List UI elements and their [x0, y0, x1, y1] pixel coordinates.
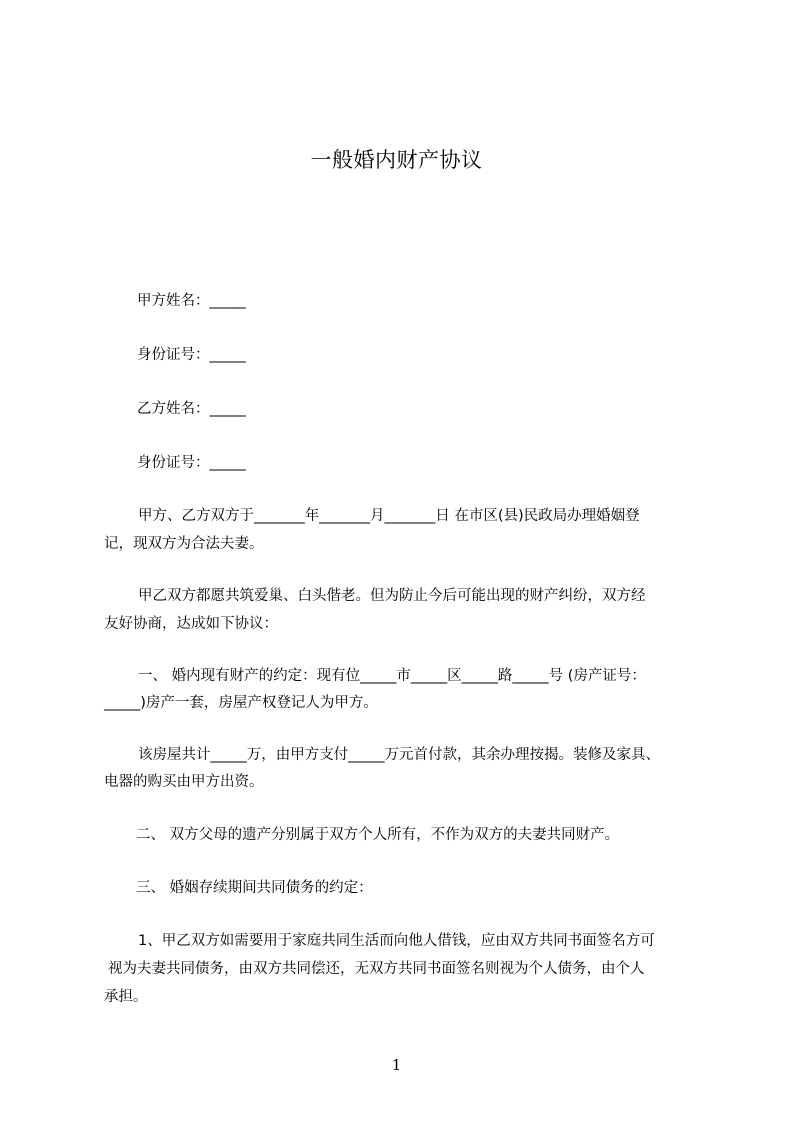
party-a-id-field: 身份证号：_____ [137, 347, 246, 363]
clause-1-line-2: _____)房产一套，房屋产权登记人为甲方。 [104, 695, 378, 711]
party-a-name-field: 甲方姓名：_____ [137, 293, 246, 309]
document-title: 一般婚内财产协议 [310, 148, 483, 172]
intent-paragraph-line-1: 甲乙双方都愿共筑爱巢、白头偕老。但为防止今后可能出现的财产纠纷，双方经 [138, 588, 646, 604]
clause-1-line-1: 一、 婚内现有财产的约定：现有位_____市_____区_____路_____号 (房产证号： [138, 668, 646, 684]
party-b-name-field: 乙方姓名：_____ [137, 401, 246, 417]
intent-paragraph-line-2: 友好协商，达成如下协议： [104, 616, 278, 632]
clause-1-payment-line-2: 电器的购买由甲方出资。 [104, 774, 264, 790]
clause-3-item-1-line-2: 视为夫妻共同债务，由双方共同偿还，无双方共同书面签名则视为个人债务，由个人 [108, 961, 645, 977]
page-number: 1 [391, 1056, 402, 1074]
clause-3-item-1-line-1: 1、甲乙双方如需要用于家庭共同生活而向他人借钱，应由双方共同书面签名方可 [138, 933, 655, 949]
party-b-id-field: 身份证号：_____ [137, 455, 246, 471]
marriage-paragraph-line-1: 甲方、乙方双方于_______年_______月_______日 在市区(县)民政局办理婚姻登 [138, 508, 640, 524]
clause-3-item-1-line-3: 承担。 [104, 989, 148, 1005]
clause-2: 二、 双方父母的遗产分别属于双方个人所有，不作为双方的夫妻共同财产。 [136, 827, 620, 843]
clause-3-heading: 三、 婚姻存续期间共同债务的约定： [136, 880, 373, 896]
clause-1-payment-line-1: 该房屋共计_____万，由甲方支付_____万元首付款，其余办理按揭。装修及家具、 [138, 747, 660, 763]
marriage-paragraph-line-2: 记，现双方为合法夫妻。 [104, 536, 264, 552]
